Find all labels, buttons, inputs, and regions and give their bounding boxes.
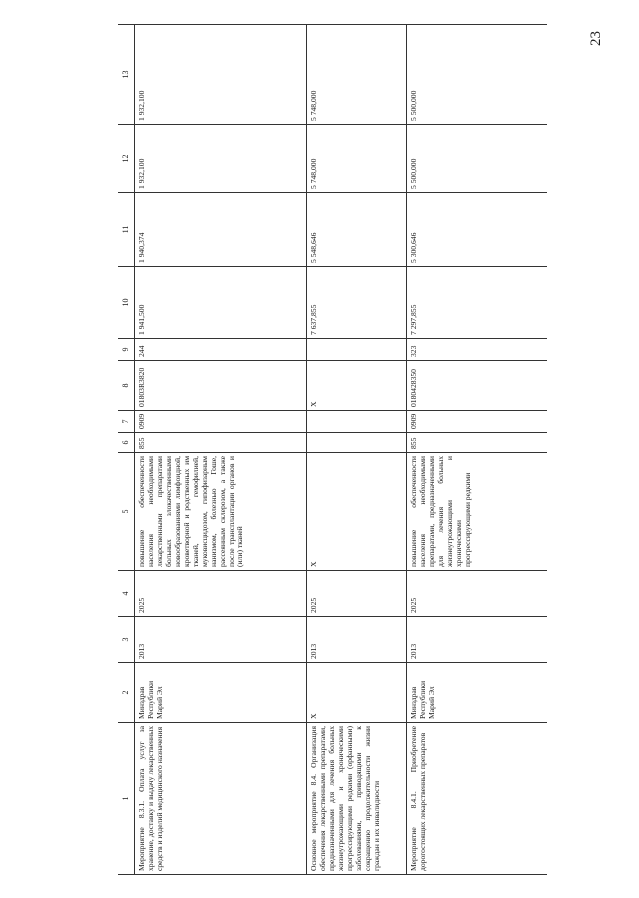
amount-cell: 5 748,000 <box>307 125 407 193</box>
code-cell <box>307 411 407 433</box>
amount-cell: 5 500,000 <box>407 125 547 193</box>
column-header: 7 <box>118 411 135 433</box>
code-cell <box>307 339 407 361</box>
amount-cell: 1 941,500 <box>135 267 307 339</box>
amount-cell: 5 548,646 <box>307 193 407 267</box>
column-header: 11 <box>118 193 135 267</box>
amount-cell: 5 500,000 <box>407 25 547 125</box>
end-year-cell: 2025 <box>135 571 307 617</box>
table-row <box>407 25 547 875</box>
end-year-cell: 2025 <box>407 571 547 617</box>
measure-name-cell: Мероприятие 8.3.1. Оплата услуг за хранение, доставку и выдачу лекарственных средств и изделий медицинского назначения <box>135 723 307 875</box>
rotated-page-content <box>118 25 628 875</box>
column-header: 12 <box>118 125 135 193</box>
column-header: 10 <box>118 267 135 339</box>
start-year-cell: 2013 <box>307 617 407 663</box>
amount-cell: 5 300,646 <box>407 193 547 267</box>
executor-cell: Минздрав Республики Марий Эл <box>135 663 307 723</box>
column-header: 2 <box>118 663 135 723</box>
column-header: 3 <box>118 617 135 663</box>
amount-cell: 1 940,374 <box>135 193 307 267</box>
code-cell: 855 <box>135 433 307 453</box>
code-cell: 01803R3820 <box>135 361 307 411</box>
start-year-cell: 2013 <box>135 617 307 663</box>
column-header: 13 <box>118 25 135 125</box>
code-cell: 0909 <box>135 411 307 433</box>
code-cell <box>307 433 407 453</box>
column-header: 8 <box>118 361 135 411</box>
code-cell: 0909 <box>407 411 547 433</box>
executor-cell: Х <box>307 663 407 723</box>
column-header: 6 <box>118 433 135 453</box>
column-header: 4 <box>118 571 135 617</box>
measure-name-cell: Мероприятие 8.4.1. Приобретение дорогостоящих лекарственных препаратов <box>407 723 547 875</box>
amount-cell: 7 297,855 <box>407 267 547 339</box>
expected-result-cell: повышение обеспеченности населения необходимыми лекарственными препаратами больных злокачественными новообразованиями лимфоидной, кроветворной и родственных им тканей, гемофилией, муковисцидозом, гипофизарным нанизмом, болезнью Гоше, рассеянным склерозом, а также после трансплантации органов и (или) тканей <box>135 453 307 571</box>
code-cell: 244 <box>135 339 307 361</box>
amount-cell: 1 932,100 <box>135 25 307 125</box>
amount-cell: 5 748,000 <box>307 25 407 125</box>
executor-cell: Минздрав Республики Марий Эл <box>407 663 547 723</box>
code-cell: Х <box>307 361 407 411</box>
expected-result-cell: Х <box>307 453 407 571</box>
page-number: 23 <box>588 31 604 46</box>
amount-cell: 7 637,855 <box>307 267 407 339</box>
expected-result-cell: повышение обеспеченности населения необходимыми препаратами, предназначенными для лечения больных жизнеугрожающими и хроническими прогрессирующими редкими <box>407 453 547 571</box>
code-cell: 323 <box>407 339 547 361</box>
code-cell: 0180428350 <box>407 361 547 411</box>
column-header: 9 <box>118 339 135 361</box>
program-measures-table <box>118 24 547 875</box>
code-cell: 855 <box>407 433 547 453</box>
end-year-cell: 2025 <box>307 571 407 617</box>
column-header: 5 <box>118 453 135 571</box>
measure-name-cell: Основное мероприятие 8.4. Организация обеспечения лекарственными препаратами, предназначенными для лечения больных жизнеугрожающими и хроническими прогрессирующими редкими (орфанными) заболеваниями, приводящими к сокращению продолжительности жизни граждан и их инвалидности <box>307 723 407 875</box>
column-header: 1 <box>118 723 135 875</box>
table-row <box>307 25 407 875</box>
table-header-row <box>118 25 135 875</box>
amount-cell: 1 932,100 <box>135 125 307 193</box>
table-row <box>135 25 307 875</box>
start-year-cell: 2013 <box>407 617 547 663</box>
